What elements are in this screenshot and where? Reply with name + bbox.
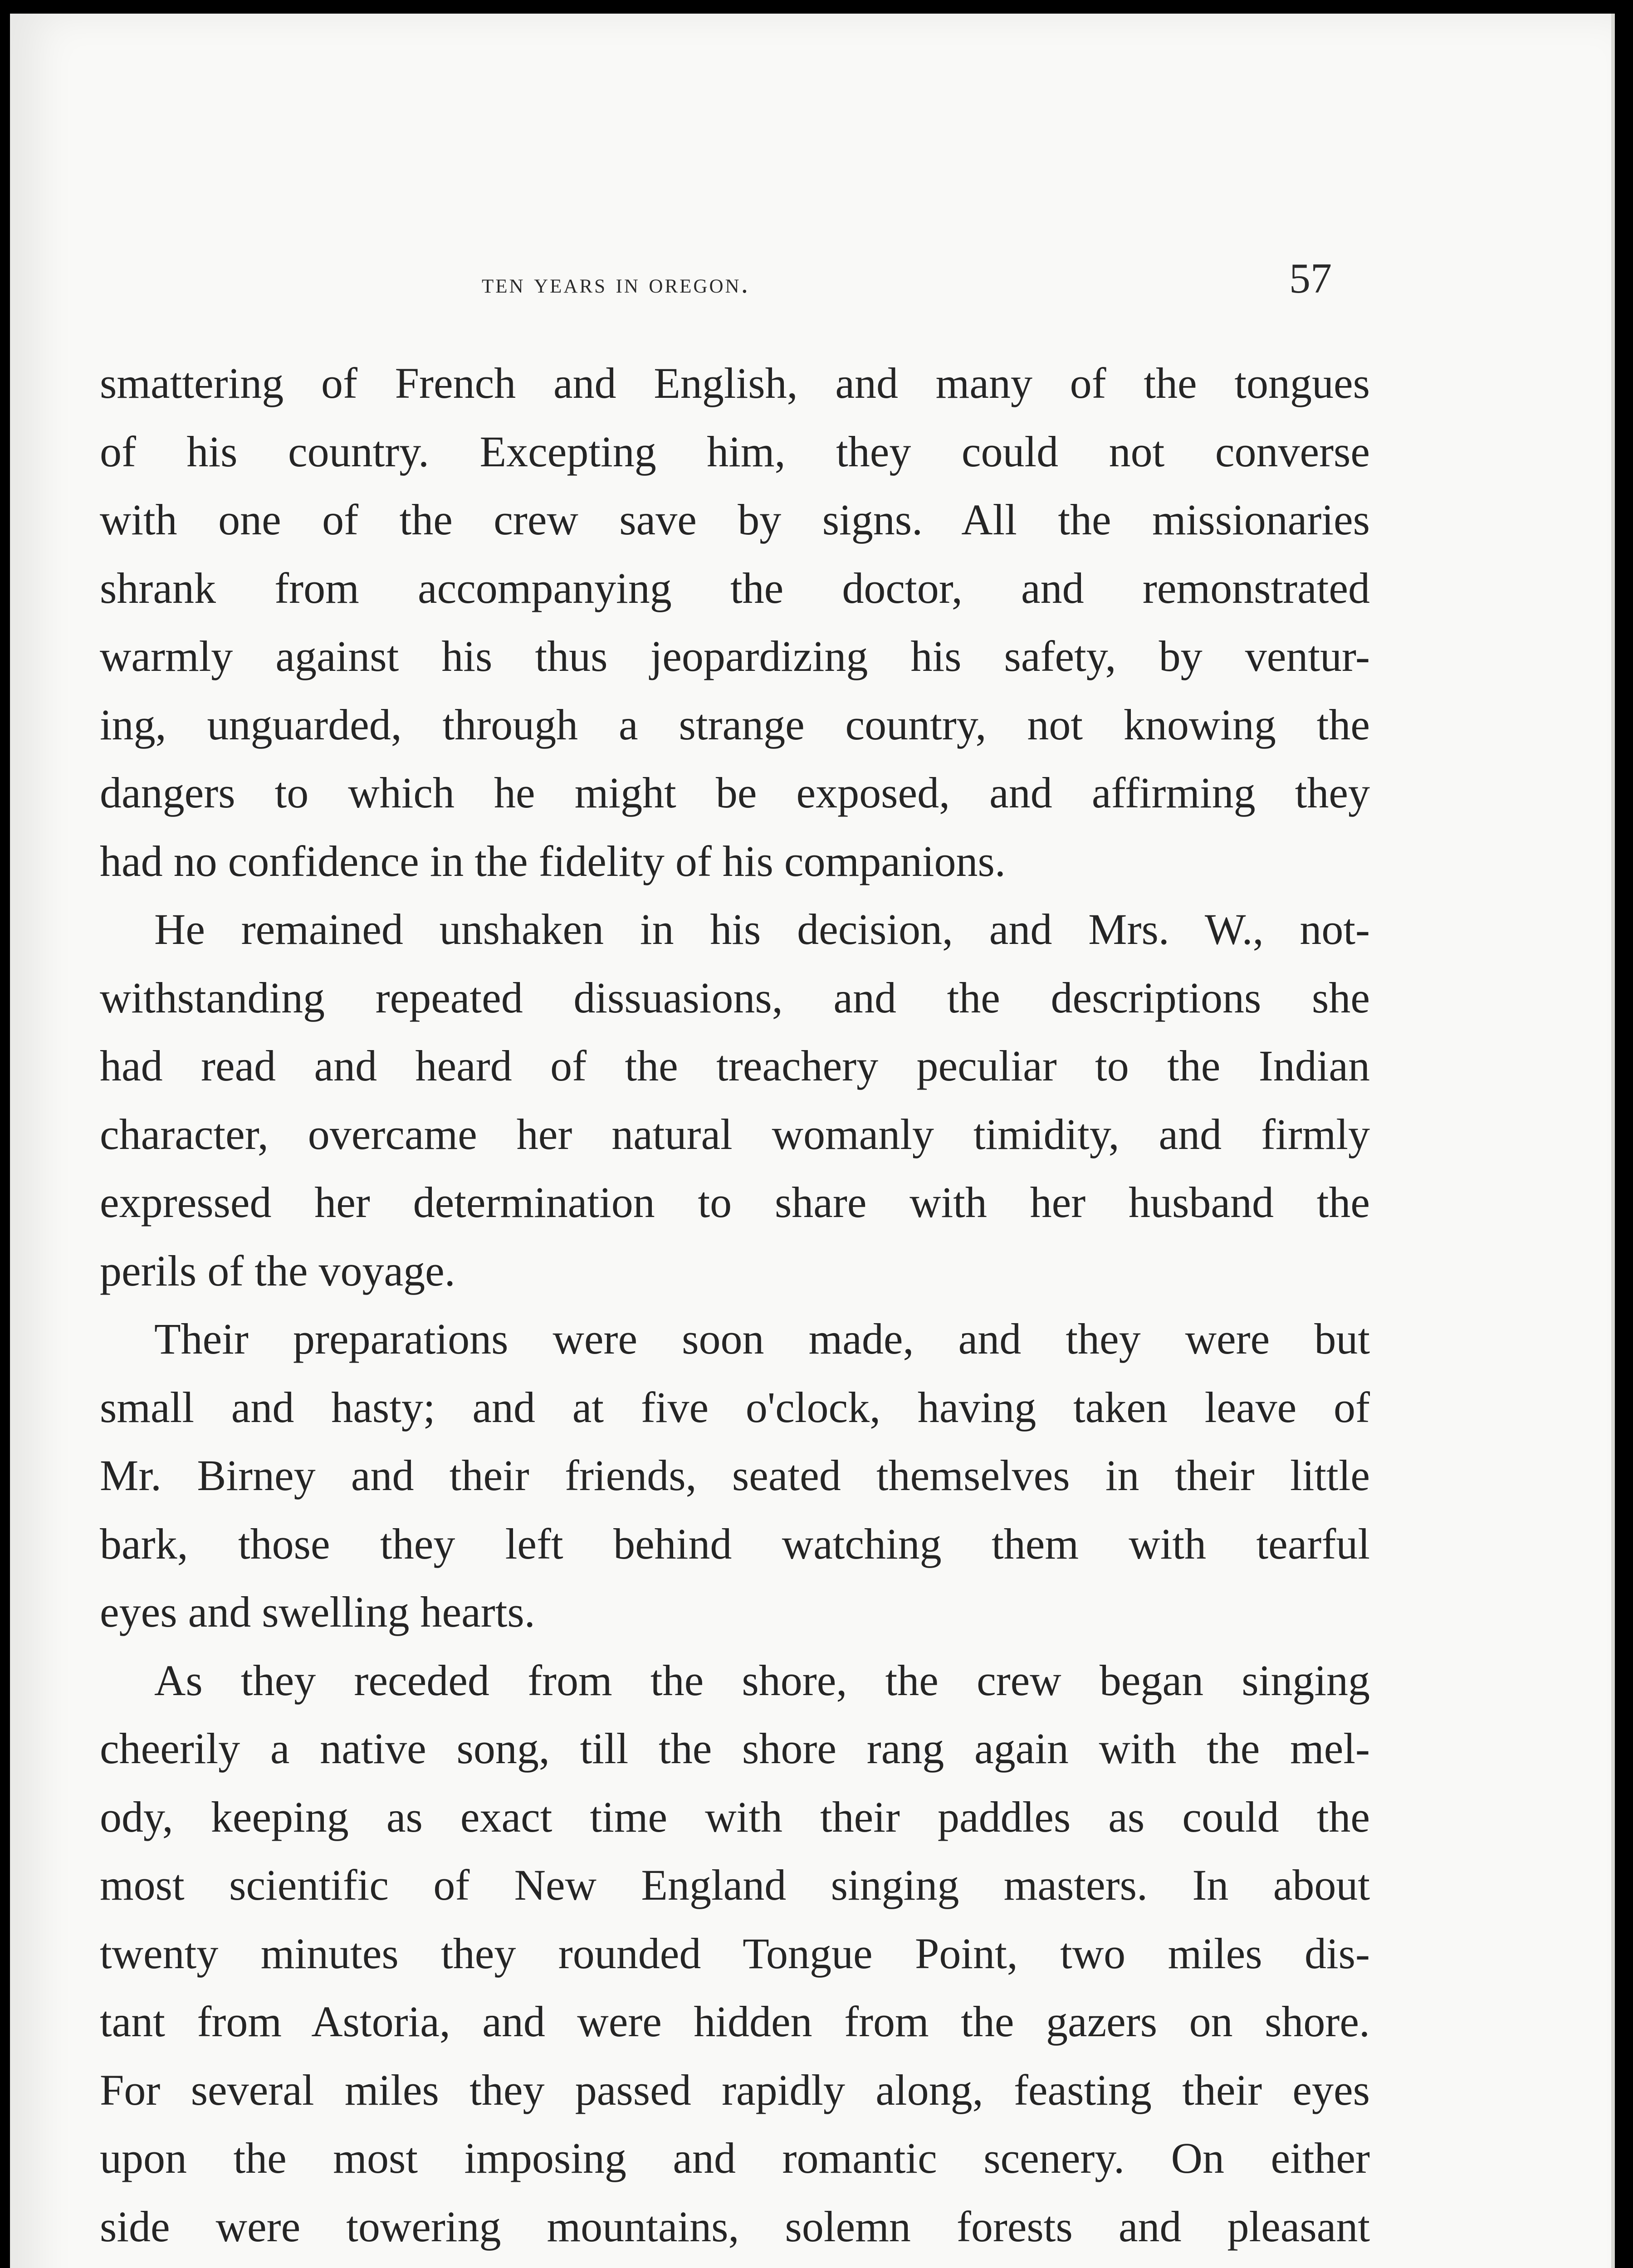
text-line: [100, 2261, 1370, 2268]
text-line: ing, unguarded, through a strange country, not knowing the: [100, 700, 1370, 749]
text-line: For several miles they passed rapidly along, feasting their eyes: [100, 2065, 1370, 2114]
text-line: dangers to which he might be exposed, and affirming they: [100, 768, 1370, 817]
text-line: upon the most imposing and romantic scenery. On either: [100, 2134, 1370, 2182]
page-number: 57: [1289, 255, 1332, 302]
text-line: ody, keeping as exact time with their paddles as could the: [100, 1792, 1370, 1841]
text-line: Mr. Birney and their friends, seated themselves in their little: [100, 1451, 1370, 1500]
book-page: [10, 14, 1615, 2268]
text-line: bark, those they left behind watching them with tearful: [100, 1519, 1370, 1568]
text-line: withstanding repeated dissuasions, and the descriptions she: [100, 973, 1370, 1022]
text-line: small and hasty; and at five o'clock, having taken leave of: [100, 1383, 1370, 1432]
text-line: He remained unshaken in his decision, and Mrs. W., not-: [154, 905, 1370, 953]
body-text: [100, 349, 1370, 2268]
text-line: character, overcame her natural womanly timidity, and firmly: [100, 1110, 1370, 1158]
text-line: with one of the crew save by signs. All the missionaries: [100, 495, 1370, 544]
text-line: had read and heard of the treachery peculiar to the Indian: [100, 1041, 1370, 1090]
running-head: ten years in oregon.: [482, 268, 750, 299]
text-line: cheerily a native song, till the shore rang again with the mel-: [100, 1724, 1370, 1773]
text-line: had no confidence in the fidelity of his companions.: [100, 836, 1006, 885]
text-line: side were towering mountains, solemn forests and pleasant: [100, 2202, 1370, 2251]
text-line: shrank from accompanying the doctor, and remonstrated: [100, 563, 1370, 612]
text-line: warmly against his thus jeopardizing his safety, by ventur-: [100, 632, 1370, 680]
text-line: perils of the voyage.: [100, 1246, 455, 1295]
text-line: Their preparations were soon made, and they were but: [154, 1315, 1370, 1363]
text-line: most scientific of New England singing masters. In about: [100, 1861, 1370, 1909]
text-line: expressed her determination to share with her husband the: [100, 1178, 1370, 1227]
text-line: eyes and swelling hearts.: [100, 1588, 535, 1636]
text-line: smattering of French and English, and many of the tongues: [100, 359, 1370, 407]
text-line: of his country. Excepting him, they could not converse: [100, 427, 1370, 476]
text-line: tant from Astoria, and were hidden from the gazers on shore.: [100, 1997, 1370, 2046]
text-line: twenty minutes they rounded Tongue Point, two miles dis-: [100, 1929, 1370, 1978]
text-line: As they receded from the shore, the crew began singing: [154, 1656, 1370, 1705]
